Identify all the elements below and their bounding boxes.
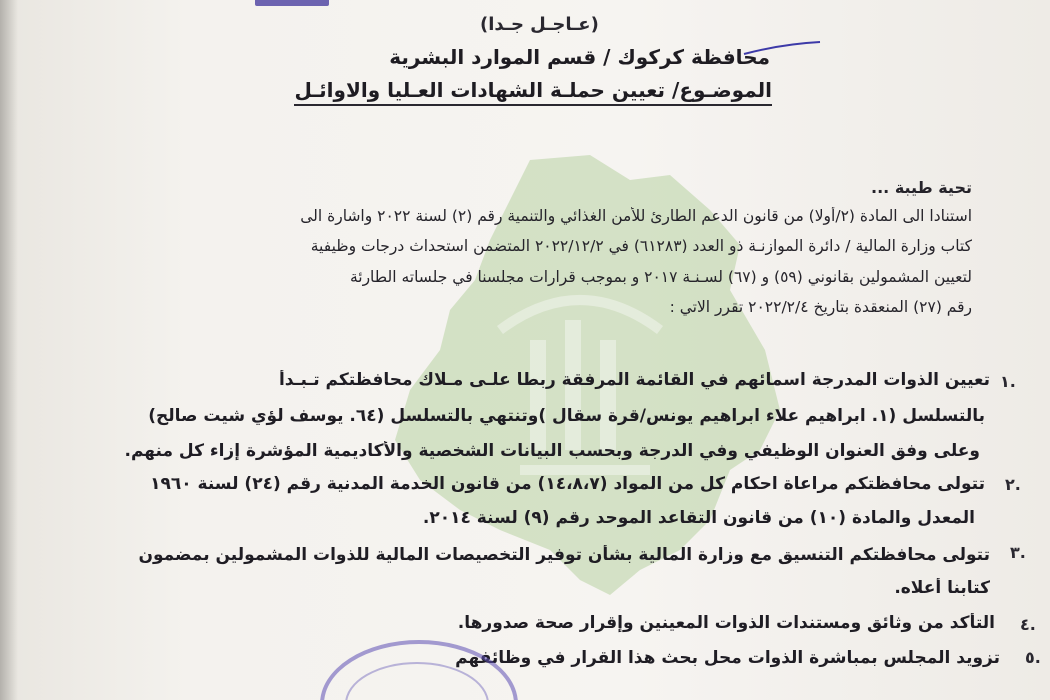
recipient-line: محافظة كركوك / قسم الموارد البشرية [389,45,770,69]
intro-line: استنادا الى المادة (٢/أولا) من قانون الدعم الطارئ للأمن الغذائي والتنمية رقم (٢) لسنة ٢٠٢٢ واشارة الى [300,207,972,225]
intro-line: كتاب وزارة المالية / دائرة الموازنـة ذو العدد (٦١٢٨٣) في ٢٠٢٢/١٢/٢ المتضمن استحداث درجات وظيفية [310,237,972,255]
item-line: المعدل والمادة (١٠) من قانون التقاعد الموحد رقم (٩) لسنة ٢٠١٤. [422,508,975,528]
greeting: تحية طيبة ... [871,178,972,197]
item-number: ٣. [1010,543,1026,562]
item-number: ٢. [1005,475,1021,494]
page-edge-shadow [0,0,18,700]
item-line: تتولى محافظتكم التنسيق مع وزارة المالية بشأن توفير التخصيصات المالية للذوات المشمولين بمضمون [138,545,990,565]
item-number: ١. [1000,372,1016,391]
item-line: تتولى محافظتكم مراعاة احكام كل من المواد (١٤،٨،٧) من قانون الخدمة المدنية رقم (٢٤) لسنة ١٩٦٠ [150,474,985,494]
subject-line: الموضـوع/ تعيين حملـة الشهادات العـليا والاوائـل [294,78,772,106]
item-line: تزويد المجلس بمباشرة الذوات محل بحث هذا القرار في وظائفهم [455,648,1000,668]
item-line: وعلى وفق العنوان الوظيفي وفي الدرجة وبحسب البيانات الشخصية والأكاديمية المؤشرة إزاء كل منهم. [124,441,980,461]
top-stamp-mark [255,0,329,6]
intro-line: رقم (٢٧) المنعقدة بتاريخ ٢٠٢٢/٢/٤ تقرر الاتي : [669,298,972,316]
item-line: كتابنا أعلاه. [894,578,990,598]
item-line: تعيين الذوات المدرجة اسمائهم في القائمة المرفقة ربطا علـى مـلاك محافظتكم تـبـدأ [278,370,990,390]
item-number: ٥. [1025,648,1041,667]
intro-line: لتعيين المشمولين بقانوني (٥٩) و (٦٧) لسـنـة ٢٠١٧ و بموجب قرارات مجلسنا في جلساته الطارئة [349,268,972,286]
item-line: بالتسلسل (١. ابراهيم علاء ابراهيم يونس/قرة سقال )وتنتهي بالتسلسل (٦٤. يوسف لؤي شيت صالح) [148,406,985,426]
item-line: التأكد من وثائق ومستندات الذوات المعينين وإقرار صحة صدورها. [457,613,995,633]
item-number: ٤. [1020,615,1036,634]
urgent-label: (عـاجـل جـدا) [480,14,599,35]
